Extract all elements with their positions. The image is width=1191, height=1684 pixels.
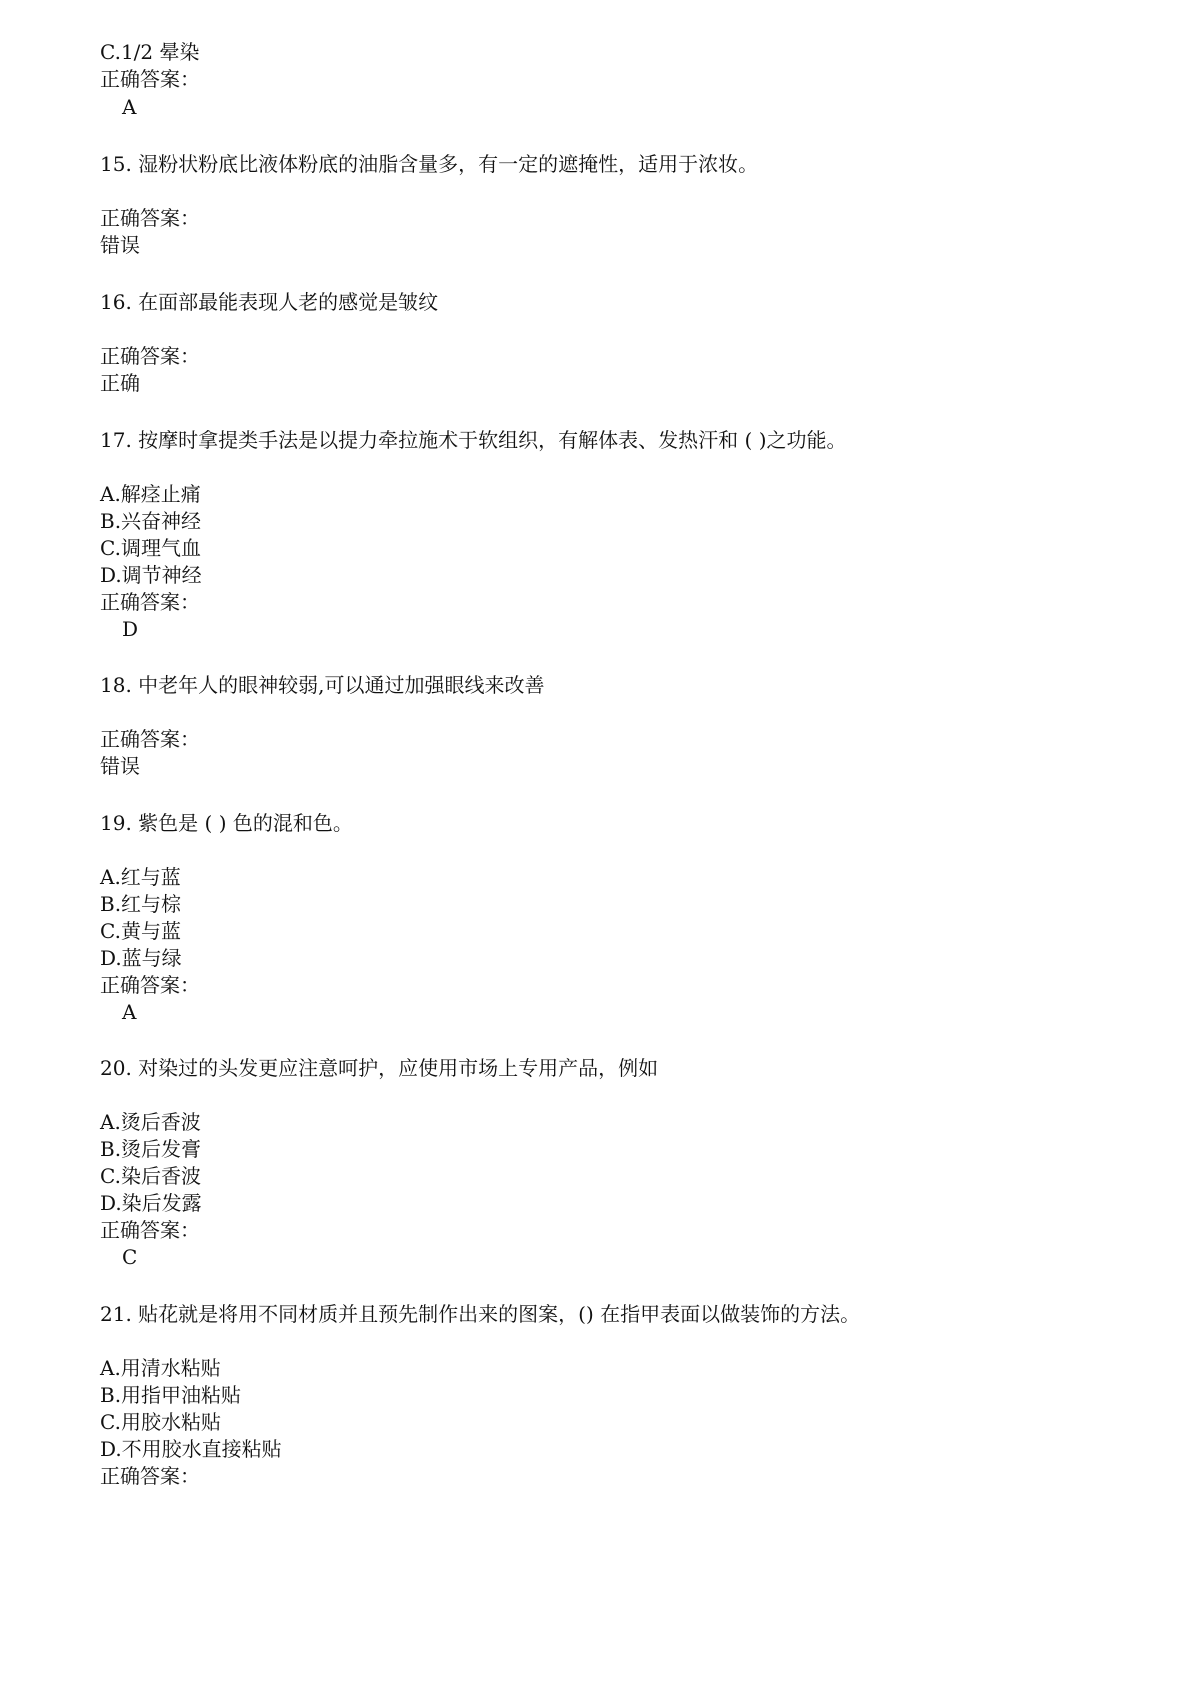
- question-19-option-d: D.蓝与绿: [100, 946, 182, 970]
- question-text: 中老年人的眼神较弱,可以通过加强眼线来改善: [138, 673, 545, 697]
- question-20-answer: C: [122, 1245, 138, 1269]
- question-16-answer: 正确: [100, 371, 140, 395]
- question-21-option-a: A.用清水粘贴: [100, 1356, 221, 1380]
- question-21-option-b: B.用指甲油粘贴: [100, 1383, 242, 1407]
- question-20-option-b: B.烫后发膏: [100, 1137, 202, 1161]
- question-text: 湿粉状粉底比液体粉底的油脂含量多，有一定的遮掩性，适用于浓妆。: [138, 152, 759, 176]
- question-text: 对染过的头发更应注意呵护，应使用市场上专用产品，例如: [138, 1056, 659, 1080]
- question-text: 按摩时拿提类手法是以提力牵拉施术于软组织，有解体表、发热汗和 ( )之功能。: [138, 428, 847, 452]
- question-19-option-b: B.红与棕: [100, 892, 182, 916]
- question-20-option-c: C.染后香波: [100, 1164, 201, 1188]
- question-21-stem: [100, 1302, 860, 1326]
- question-15-answer-label: 正确答案：: [100, 206, 200, 230]
- question-19-answer-label: 正确答案：: [100, 973, 200, 997]
- question-19-stem: [100, 811, 353, 835]
- question-18-answer: 错误: [100, 754, 140, 778]
- question-18-stem: [100, 673, 545, 697]
- question-20-option-a: A.烫后香波: [100, 1110, 201, 1134]
- question-text: 贴花就是将用不同材质并且预先制作出来的图案，() 在指甲表面以做装饰的方法。: [138, 1302, 861, 1326]
- question-17-option-c: C.调理气血: [100, 536, 201, 560]
- prev-answer: A: [122, 95, 137, 119]
- question-18-answer-label: 正确答案：: [100, 727, 200, 751]
- question-21-answer-label: 正确答案：: [100, 1464, 200, 1488]
- question-17-option-a: A.解痉止痛: [100, 482, 201, 506]
- question-number: 15.: [100, 152, 132, 176]
- question-16-answer-label: 正确答案：: [100, 344, 200, 368]
- question-20-option-d: D.染后发露: [100, 1191, 202, 1215]
- prev-option-c: C.1/2 晕染: [100, 40, 200, 64]
- question-15-stem: [100, 152, 758, 176]
- question-number: 18.: [100, 673, 132, 697]
- question-16-stem: [100, 290, 438, 314]
- question-15-answer: 错误: [100, 233, 140, 257]
- question-17-answer: D: [122, 617, 139, 641]
- question-19-answer: A: [122, 1000, 137, 1024]
- question-17-stem: [100, 428, 847, 452]
- question-17-option-b: B.兴奋神经: [100, 509, 202, 533]
- question-number: 17.: [100, 428, 132, 452]
- question-17-answer-label: 正确答案：: [100, 590, 200, 614]
- question-20-answer-label: 正确答案：: [100, 1218, 200, 1242]
- question-number: 16.: [100, 290, 132, 314]
- question-text: 紫色是 ( ) 色的混和色。: [138, 811, 353, 835]
- question-21-option-d: D.不用胶水直接粘贴: [100, 1437, 282, 1461]
- prev-answer-label: 正确答案：: [100, 67, 200, 91]
- question-20-stem: [100, 1056, 658, 1080]
- question-number: 20.: [100, 1056, 132, 1080]
- question-text: 在面部最能表现人老的感觉是皱纹: [138, 290, 439, 314]
- question-21-option-c: C.用胶水粘贴: [100, 1410, 221, 1434]
- question-19-option-a: A.红与蓝: [100, 865, 181, 889]
- question-17-option-d: D.调节神经: [100, 563, 202, 587]
- question-number: 19.: [100, 811, 132, 835]
- question-number: 21.: [100, 1302, 132, 1326]
- question-19-option-c: C.黄与蓝: [100, 919, 181, 943]
